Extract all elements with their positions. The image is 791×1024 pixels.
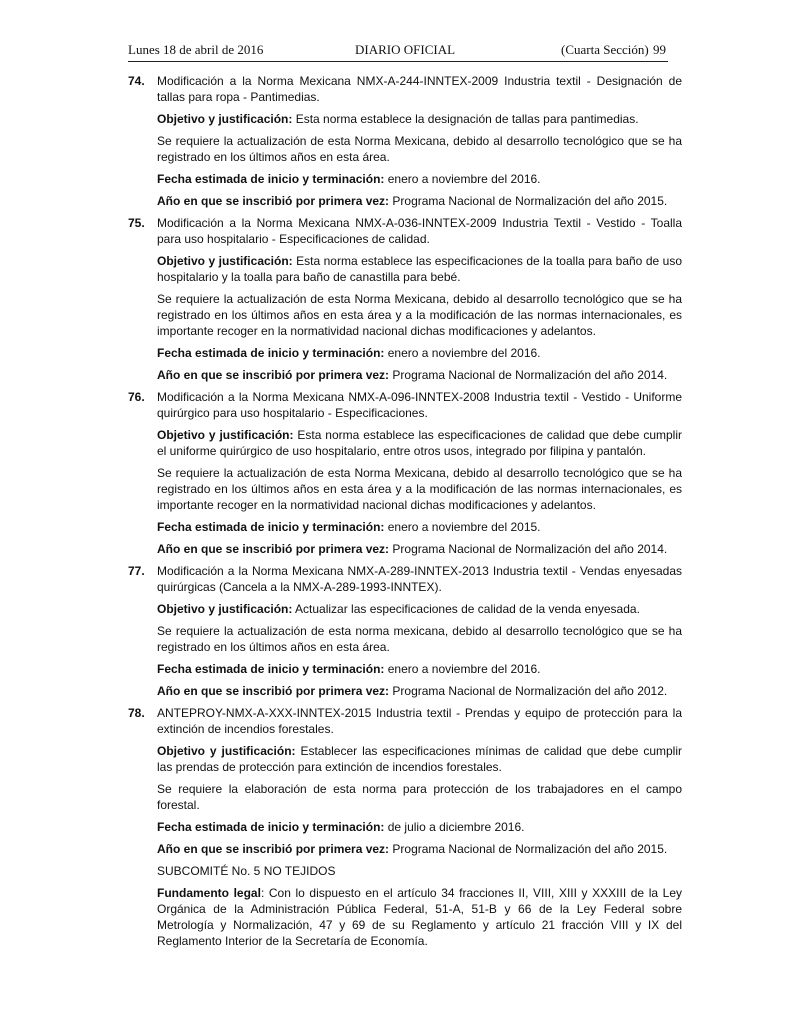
objective-text: Actualizar las especificaciones de calidad de la venda enyesada. [292,602,640,616]
objective-text: Esta norma establece la designación de tallas para pantimedias. [292,112,639,126]
item-objective [157,601,682,617]
header-page-number: 99 [653,42,666,57]
dates-text: enero a noviembre del 2016. [384,172,541,186]
legal-basis-label: Fundamento legal [157,886,261,900]
first-year-text: Programa Nacional de Normalización del año 2012. [389,684,668,698]
standard-item-75 [128,215,682,383]
dates-label: Fecha estimada de inicio y terminación: [157,662,385,676]
item-number: 77. [128,564,145,578]
item-dates [157,819,682,835]
header-title: DIARIO OFICIAL [355,42,456,57]
item-objective [157,253,682,285]
objective-label: Objetivo y justificación: [157,744,296,758]
item-objective [157,111,682,127]
objective-label: Objetivo y justificación: [157,428,294,442]
subcommittee-heading: SUBCOMITÉ No. 5 NO TEJIDOS [157,864,336,878]
item-number: 75. [128,216,145,230]
legal-basis [157,885,682,949]
item-number: 74. [128,74,145,88]
legal-basis-text: : Con lo dispuesto en el artículo 34 fracciones II, VIII, XIII y XXXIII de la Ley Orgánica de la Administración Pública Federal, 51-A, 51-B y 66 de la Ley Federal sobre Metrología y Normalización, 47 y 69 de su Reglamento y artículo 21 fracción VIII y IX del Reglamento Interior de la Secretaría de Economía. [157,886,682,948]
header-rule [128,61,668,62]
item-dates [157,345,682,361]
dates-label: Fecha estimada de inicio y terminación: [157,346,385,360]
dates-text: enero a noviembre del 2016. [384,346,541,360]
item-requirement: Se requiere la actualización de esta Norma Mexicana, debido al desarrollo tecnológico que se ha registrado en los últimos años en esta área y a la modificación de las normas internacionales, es importante recoger en la normatividad nacional dichas modificaciones y adelantos. [157,466,682,512]
objective-label: Objetivo y justificación: [157,254,293,268]
first-year-text: Programa Nacional de Normalización del año 2015. [389,842,668,856]
first-year-label: Año en que se inscribió por primera vez: [157,368,390,382]
page-header [128,42,668,60]
first-year-text: Programa Nacional de Normalización del año 2014. [389,368,668,382]
item-first-year [157,683,682,699]
item-first-year [157,367,682,383]
dates-text: de julio a diciembre 2016. [384,820,525,834]
header-date: Lunes 18 de abril de 2016 [128,42,264,57]
standard-item-78 [128,705,682,949]
item-title: ANTEPROY-NMX-A-XXX-INNTEX-2015 Industria textil - Prendas y equipo de protección para la extinción de incendios forestales. [157,706,682,736]
standard-item-76 [128,389,682,557]
objective-text: Esta norma establece las especificaciones de calidad que debe cumplir el uniforme quirúrgico de uso hospitalario, entre otros usos, integrado por filipina y pantalón. [157,428,682,458]
item-dates [157,171,682,187]
item-requirement: Se requiere la actualización de esta Norma Mexicana, debido al desarrollo tecnológico que se ha registrado en los últimos años en esta área y a la modificación de las normas internacionales, es importante recoger en la normatividad nacional dichas modificaciones y adelantos. [157,292,682,338]
dates-label: Fecha estimada de inicio y terminación: [157,820,385,834]
first-year-label: Año en que se inscribió por primera vez: [157,842,390,856]
item-first-year [157,541,682,557]
first-year-text: Programa Nacional de Normalización del año 2014. [389,542,668,556]
first-year-label: Año en que se inscribió por primera vez: [157,684,390,698]
dates-label: Fecha estimada de inicio y terminación: [157,520,385,534]
header-section: (Cuarta Sección) [561,42,649,57]
dates-text: enero a noviembre del 2016. [384,662,541,676]
document-body [128,73,682,955]
standard-item-77 [128,563,682,699]
first-year-text: Programa Nacional de Normalización del año 2015. [389,194,668,208]
item-number: 76. [128,390,145,404]
item-requirement: Se requiere la actualización de esta Norma Mexicana, debido al desarrollo tecnológico que se ha registrado en los últimos años en esta área. [157,134,682,164]
item-number: 78. [128,706,145,720]
item-requirement: Se requiere la actualización de esta norma mexicana, debido al desarrollo tecnológico que se ha registrado en los últimos años en esta área. [157,624,682,654]
objective-label: Objetivo y justificación: [157,602,293,616]
item-requirement: Se requiere la elaboración de esta norma para protección de los trabajadores en el campo forestal. [157,782,682,812]
dates-text: enero a noviembre del 2015. [384,520,541,534]
first-year-label: Año en que se inscribió por primera vez: [157,542,390,556]
item-dates [157,661,682,677]
item-dates [157,519,682,535]
item-objective [157,427,682,459]
item-title: Modificación a la Norma Mexicana NMX-A-036-INNTEX-2009 Industria Textil - Vestido - Toalla para uso hospitalario - Especificaciones de calidad. [157,216,682,246]
item-title: Modificación a la Norma Mexicana NMX-A-096-INNTEX-2008 Industria textil - Vestido - Uniforme quirúrgico para uso hospitalario - Especificaciones. [157,390,682,420]
objective-text: Establecer las especificaciones mínimas de calidad que debe cumplir las prendas de protección para extinción de incendios forestales. [157,744,682,774]
item-title: Modificación a la Norma Mexicana NMX-A-244-INNTEX-2009 Industria textil - Designación de tallas para ropa - Pantimedias. [157,74,682,104]
item-objective [157,743,682,775]
item-first-year [157,841,682,857]
dates-label: Fecha estimada de inicio y terminación: [157,172,385,186]
objective-text: Esta norma establece las especificaciones de la toalla para baño de uso hospitalario y la toalla para baño de canastilla para bebé. [157,254,682,284]
item-first-year [157,193,682,209]
standard-item-74 [128,73,682,209]
first-year-label: Año en que se inscribió por primera vez: [157,194,390,208]
item-title: Modificación a la Norma Mexicana NMX-A-289-INNTEX-2013 Industria textil - Vendas enyesadas quirúrgicas (Cancela a la NMX-A-289-1993-INNTEX). [157,564,682,594]
objective-label: Objetivo y justificación: [157,112,293,126]
